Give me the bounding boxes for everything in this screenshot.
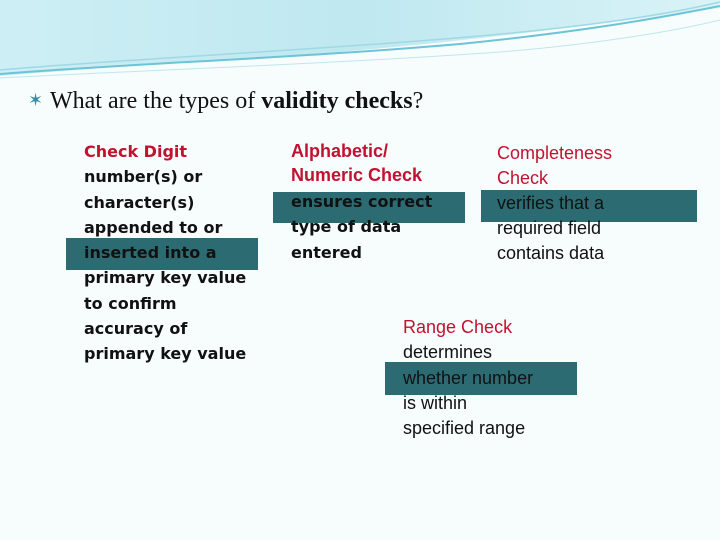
check-digit-heading: Check Digit [84, 142, 188, 161]
check-digit-line: number(s) or [84, 167, 203, 187]
alpha-numeric-line: type of data [291, 217, 402, 237]
alpha-numeric-heading-line: Numeric Check [291, 165, 423, 185]
header-wave-band [0, 0, 720, 80]
range-check-line: is within [403, 392, 468, 413]
check-digit-line: character(s) [84, 192, 195, 212]
range-check-line: determines [403, 342, 493, 363]
check-digit-line: appended to or [84, 217, 223, 237]
title-text: What are the types of [50, 88, 262, 114]
check-digit-panel [84, 139, 246, 367]
alpha-numeric-line: ensures correct [291, 192, 433, 211]
title-emphasis: validity checks [261, 88, 413, 114]
alpha-numeric-heading-line: Alphabetic/ [291, 141, 389, 161]
completeness-line: contains data [497, 243, 605, 263]
slide-title [28, 88, 423, 115]
alpha-numeric-line: entered [291, 242, 362, 262]
check-digit-line: inserted into a [84, 243, 217, 263]
completeness-line: required field [497, 218, 602, 238]
range-check-panel [403, 315, 533, 441]
alpha-numeric-description [291, 189, 432, 265]
check-digit-line: accuracy of [84, 319, 188, 339]
check-digit-line: primary key value [84, 344, 247, 364]
completeness-panel [497, 141, 612, 266]
range-check-line: specified range [403, 418, 526, 439]
completeness-heading-line: Check [497, 168, 549, 188]
title-suffix: ? [412, 88, 424, 114]
check-digit-line: to confirm [84, 293, 177, 313]
completeness-line: verifies that a [497, 193, 605, 213]
bullet-icon: ✶ [28, 90, 44, 110]
check-digit-line: primary key value [84, 268, 247, 288]
alpha-numeric-heading [291, 139, 422, 187]
range-check-heading: Range Check [403, 317, 513, 337]
completeness-heading-line: Completeness [497, 143, 613, 163]
range-check-line: whether number [403, 367, 534, 388]
